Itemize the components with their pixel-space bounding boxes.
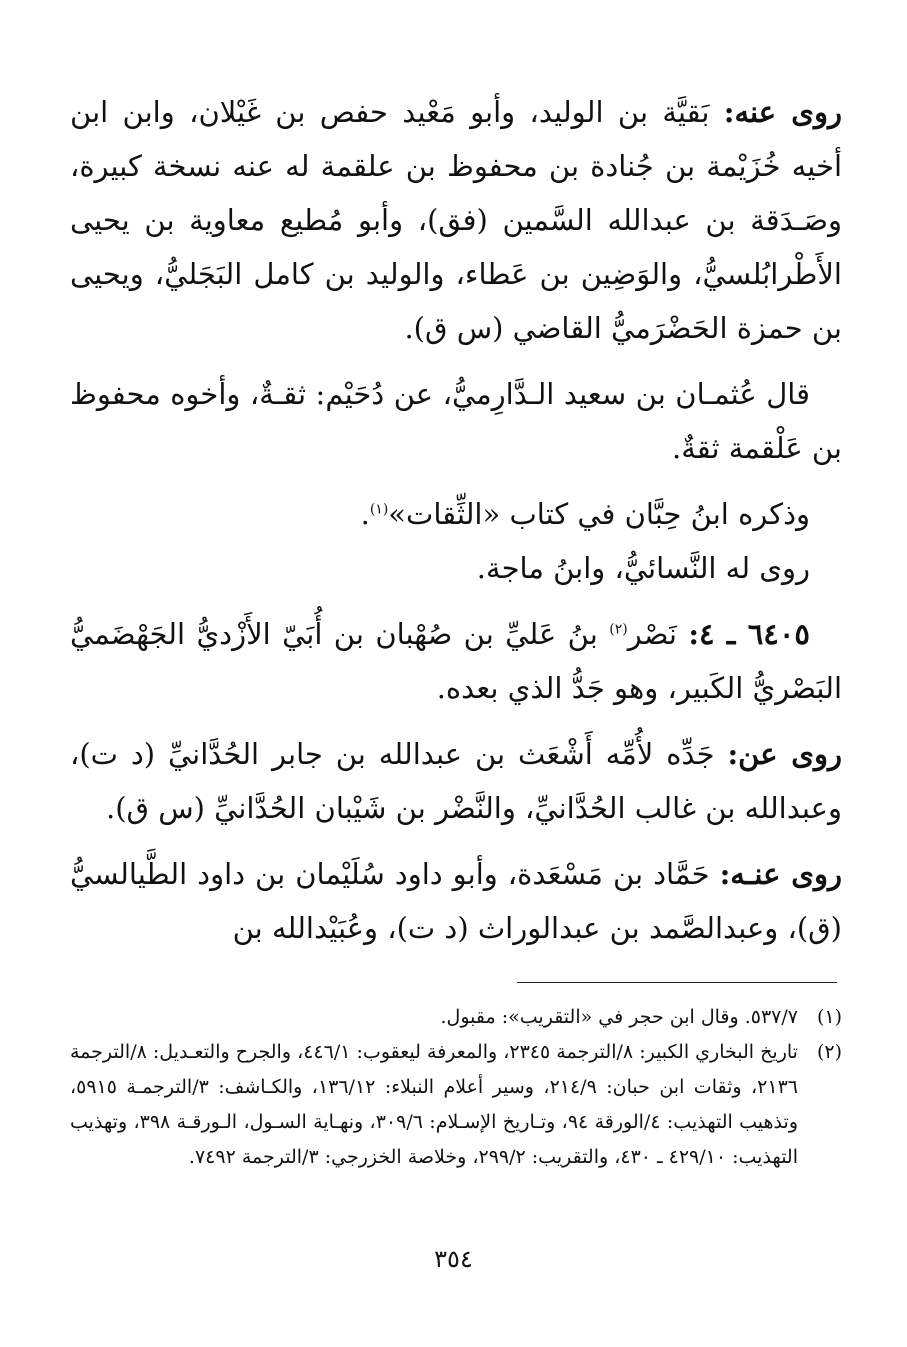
paragraph-text: حَمَّاد بن مَسْعَدة، وأبو داود سُلَيْمان بن داود الطَّيالسيُّ (ق)، وعبدالصَّمد بن عبدالوراث (د ت)، وعُبَيْدالله بن: [70, 857, 842, 945]
heading-rawa-anhu: روى عنه:: [723, 95, 842, 129]
entry-name: نَصْر: [627, 617, 677, 651]
paragraph-narrators-from-him: [70, 85, 842, 355]
paragraph-narrated-by: [70, 541, 842, 595]
paragraph-text: وذكره ابنُ حِبَّان في كتاب «الثِّقات»: [388, 497, 810, 531]
page-number: ٣٥٤: [434, 1245, 473, 1273]
footnote-number: (٢): [816, 1041, 842, 1063]
footnote-2: [70, 1035, 842, 1175]
footnote-text: تاريخ البخاري الكبير: ٨/الترجمة ٢٣٤٥، والمعرفة ليعقوب: ٤٤٦/١، والجرح والتعـديل: ٨/الترجمة ٢١٣٦، وثقات ابن حبان: ٢١٤/٩، وسير أعلام النبلاء: ١٣٦/١٢، والكـاشف: ٣/الترجمـة ٥٩١٥، وتذهيب التهذيب: ٤/الورقة ٩٤، وتـاريخ الإسـلام: ٣٠٩/٦، ونهـاية السـول، الـورقـة ٣٩٨، وتهذيب التهذيب: ٤٢٩/١٠ ـ ٤٣٠، والتقريب: ٢٩٩/٢، وخلاصة الخزرجي: ٣/الترجمة ٧٤٩٢.: [70, 1041, 798, 1168]
heading-rawa-an: روى عن:: [727, 737, 842, 771]
footnotes: [70, 1000, 842, 1175]
footnote-1: [70, 1000, 842, 1035]
paragraph-text: قال عُثمـان بن سعيد الـدَّارِميُّ، عن دُحَيْم: ثقـةٌ، وأخوه محفوظ بن عَلْقمة ثقةٌ.: [70, 377, 842, 465]
paragraph-uthman-opinion: [70, 367, 842, 475]
entry-lineage: بنُ عَليِّ بن صُهْبان بن أُبَيّ الأَزْديُّ الجَهْضَميُّ البَصْريُّ الكَبير، وهو جَدُّ الذي بعده.: [70, 617, 842, 705]
entry-number: ٦٤٠٥ ـ ٤:: [688, 617, 810, 651]
footnote-text: ٥٣٧/٧. وقال ابن حجر في «التقريب»: مقبول.: [440, 1006, 798, 1028]
footnote-ref-2[interactable]: (٢): [609, 621, 628, 638]
paragraph-text: بَقيَّة بن الوليد، وأبو مَعْيد حفص بن غَيْلان، وابن ابن أخيه خُزَيْمة بن جُنادة بن محفوظ بن علقمة له عنه نسخة كبيرة، وصَـدَقة بن عبدالله السَّمين (فق)، وأبو مُطيع معاوية بن يحيى الأَطْرابُلسيُّ، والوَضِين بن عَطاء، والوليد بن كامل البَجَليُّ، ويحيى بن حمزة الحَضْرَميُّ القاضي (س ق).: [70, 95, 842, 345]
heading-rawa-anhu-2: روى عنـه:: [719, 857, 842, 891]
paragraph-text: روى له النَّسائيُّ، وابنُ ماجة.: [476, 551, 810, 585]
paragraph-narrated-from: [70, 727, 842, 835]
footnote-divider: [517, 982, 837, 983]
paragraph-text-end: .: [360, 497, 370, 531]
paragraph-narrators-from-him-2: [70, 847, 842, 955]
footnote-ref-1[interactable]: (١): [369, 501, 389, 518]
main-text: [70, 85, 842, 967]
paragraph-text: جَدِّه لأُمِّه أَشْعَث بن عبدالله بن جابر الحُدَّانيِّ (د ت)، وعبدالله بن غالب الحُدَّانيِّ، والنَّضْر بن شَيْبان الحُدَّانيِّ (س ق).: [70, 737, 842, 825]
paragraph-ibn-hibban: [70, 487, 842, 541]
footnote-number: (١): [816, 1006, 842, 1028]
entry-heading: [70, 607, 842, 715]
